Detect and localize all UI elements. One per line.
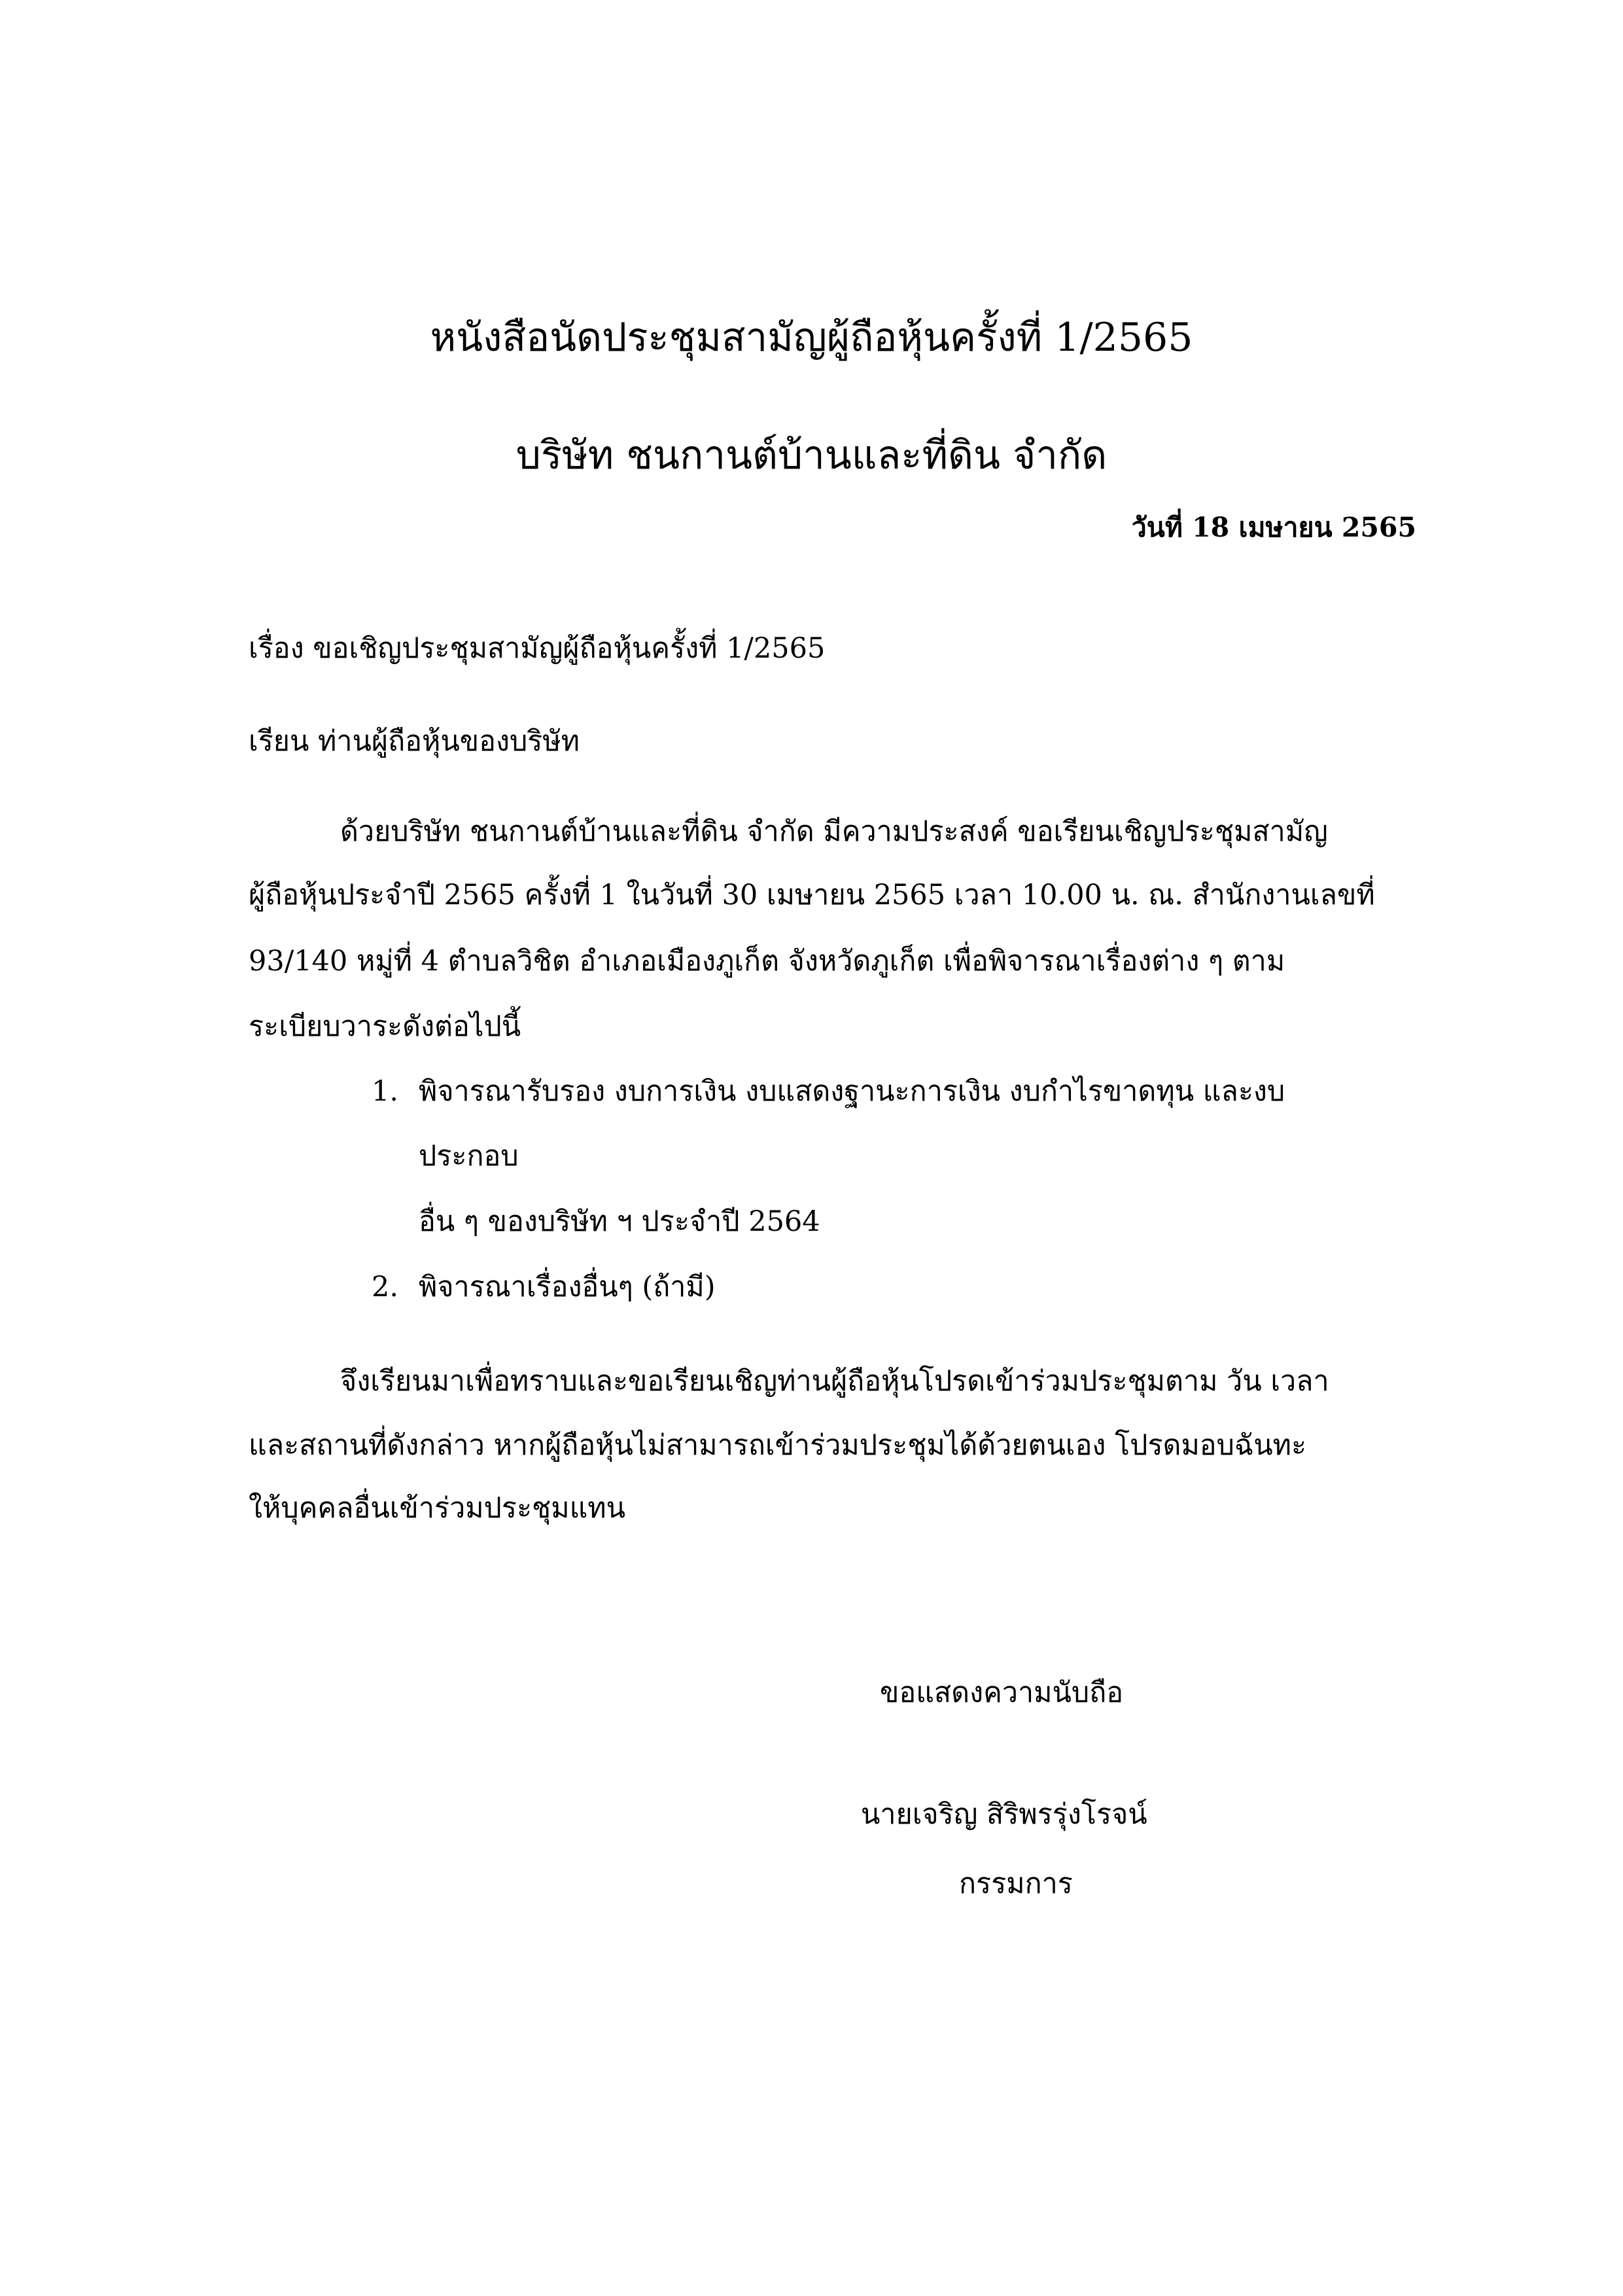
paragraph-2-line-2: และสถานที่ดังกล่าว หากผู้ถือหุ้นไม่สามารถเข้าร่วมประชุมได้ด้วยตนเอง โปรดมอบฉันทะ [249,1429,1307,1462]
signer-title: กรรมการ [959,1867,1073,1900]
paragraph-1-line-4: ระเบียบวาระดังต่อไปนี้ [249,1010,521,1043]
closing-phrase: ขอแสดงความนับถือ [880,1676,1124,1709]
agenda-2-number: 2. [372,1271,399,1303]
document-title: หนังสือนัดประชุมสามัญผู้ถือหุ้นครั้งที่ 1/2565 [430,315,1193,361]
agenda-2-line-1: พิจารณาเรื่องอื่นๆ (ถ้ามี) [419,1271,716,1303]
subject-line: เรื่อง ขอเชิญประชุมสามัญผู้ถือหุ้นครั้งที่ 1/2565 [249,632,826,665]
company-name: บริษัท ชนกานต์บ้านและที่ดิน จำกัด [515,433,1108,478]
paragraph-1-line-3: 93/140 หมู่ที่ 4 ตำบลวิชิต อำเภอเมืองภูเก็ต จังหวัดภูเก็ต เพื่อพิจารณาเรื่องต่าง ๆ ตาม [249,945,1285,978]
salutation-line: เรียน ท่านผู้ถือหุ้นของบริษัท [249,725,580,758]
paragraph-2-line-3: ให้บุคคลอื่นเข้าร่วมประชุมแทน [249,1492,626,1525]
agenda-1-line-3: อื่น ๆ ของบริษัท ฯ ประจำปี 2564 [419,1205,820,1238]
agenda-1-line-1: พิจารณารับรอง งบการเงิน งบแสดงฐานะการเงิน งบกำไรขาดทุน และงบ [419,1075,1285,1108]
letter-date: วันที่ 18 เมษายน 2565 [1131,512,1416,543]
paragraph-2-line-1: จึงเรียนมาเพื่อทราบและขอเรียนเชิญท่านผู้ถือหุ้นโปรดเข้าร่วมประชุมตาม วัน เวลา [340,1365,1329,1398]
paragraph-1-line-2: ผู้ถือหุ้นประจำปี 2565 ครั้งที่ 1 ในวันที่ 30 เมษายน 2565 เวลา 10.00 น. ณ. สำนักงานเลขที่ [249,879,1375,911]
agenda-1-number: 1. [372,1075,399,1108]
paragraph-1-line-1: ด้วยบริษัท ชนกานต์บ้านและที่ดิน จำกัด มีความประสงค์ ขอเรียนเชิญประชุมสามัญ [340,815,1328,848]
signer-name: นายเจริญ สิริพรรุ่งโรจน์ [861,1798,1147,1831]
agenda-1-line-2: ประกอบ [419,1140,519,1173]
